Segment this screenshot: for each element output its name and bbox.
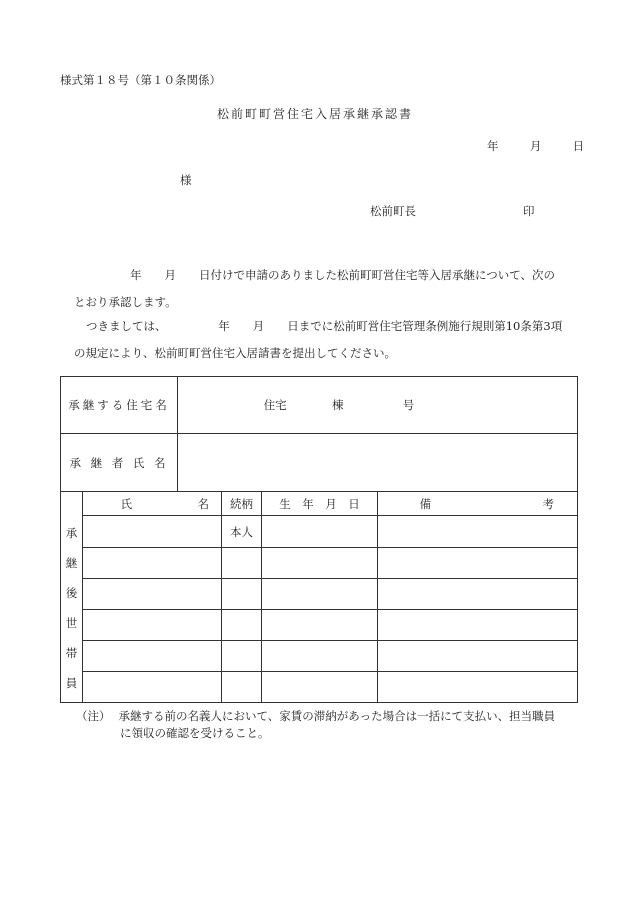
vertical-char: 帯 bbox=[65, 646, 78, 660]
member-remarks-cell bbox=[378, 641, 578, 672]
note-line-1: 承継する前の名義人において、家賃の滞納があった場合は一括にて支払い、担当職員 bbox=[118, 709, 556, 723]
instruction-line-2: の規定により、松前町町営住宅入居請書を提出してください。 bbox=[74, 346, 396, 360]
note-mark: （注） bbox=[76, 709, 111, 723]
date-year: 年 bbox=[487, 139, 499, 153]
house-name-cell bbox=[178, 377, 578, 434]
vertical-char: 後 bbox=[65, 586, 78, 600]
member-remarks-cell bbox=[378, 516, 578, 548]
table-row bbox=[61, 516, 578, 548]
vertical-char: 継 bbox=[65, 556, 78, 570]
building-suffix: 棟 bbox=[331, 398, 344, 412]
member-relation-cell bbox=[222, 548, 262, 579]
table-row bbox=[61, 672, 578, 703]
note-line-2: に領収の確認を受けること。 bbox=[120, 726, 270, 740]
successor-name-label: 承 継 者 氏 名 bbox=[61, 434, 178, 492]
member-relation-cell bbox=[222, 641, 262, 672]
header-remarks-a: 備 bbox=[419, 496, 432, 511]
approval-line-1: 年 月 日付けで申請のありました松前町町営住宅等入居承継について、次の bbox=[130, 268, 556, 282]
member-remarks-cell bbox=[378, 548, 578, 579]
table-row bbox=[61, 610, 578, 641]
vertical-char: 員 bbox=[65, 676, 78, 690]
note bbox=[76, 708, 555, 742]
header-relation: 続柄 bbox=[222, 492, 262, 516]
table-row-house bbox=[61, 377, 578, 434]
member-relation-cell bbox=[222, 610, 262, 641]
member-birth-cell bbox=[262, 516, 378, 548]
table-row bbox=[61, 641, 578, 672]
form-number: 様式第１８号（第１０条関係） bbox=[60, 73, 221, 87]
member-relation-cell bbox=[222, 672, 262, 703]
vertical-char: 世 bbox=[65, 616, 78, 630]
member-relation-cell: 本人 bbox=[222, 516, 262, 548]
approval-line-2: とおり承認します。 bbox=[74, 295, 177, 309]
member-name-cell bbox=[83, 516, 222, 548]
document-title: 松前町町営住宅入居承継承認書 bbox=[216, 107, 413, 121]
succession-table bbox=[60, 376, 578, 703]
member-remarks-cell bbox=[378, 610, 578, 641]
household-vertical-label bbox=[61, 492, 83, 703]
issuer-name: 松前町長 bbox=[370, 204, 416, 218]
member-relation-cell bbox=[222, 579, 262, 610]
date-line bbox=[487, 138, 584, 154]
table-row bbox=[61, 548, 578, 579]
member-remarks-cell bbox=[378, 579, 578, 610]
unit-suffix: 号 bbox=[402, 398, 415, 412]
member-name-cell bbox=[83, 610, 222, 641]
approval-paragraph bbox=[60, 262, 590, 316]
member-remarks-cell bbox=[378, 672, 578, 703]
member-birth-cell bbox=[262, 672, 378, 703]
table-header-row bbox=[61, 492, 578, 516]
member-name-cell bbox=[83, 672, 222, 703]
member-birth-cell bbox=[262, 579, 378, 610]
member-birth-cell bbox=[262, 610, 378, 641]
header-name-b: 名 bbox=[197, 496, 209, 511]
member-birth-cell bbox=[262, 641, 378, 672]
member-name-cell bbox=[83, 548, 222, 579]
table-row-successor bbox=[61, 434, 578, 492]
header-birthdate: 生 年 月 日 bbox=[262, 492, 378, 516]
house-suffix: 住宅 bbox=[263, 398, 287, 412]
house-name-label: 承継する住宅名 bbox=[61, 377, 178, 434]
member-birth-cell bbox=[262, 548, 378, 579]
instruction-line-1: つきましては、 年 月 日までに松前町営住宅管理条例施行規則第10条第3項 bbox=[86, 319, 563, 333]
vertical-char: 承 bbox=[65, 526, 78, 540]
date-day: 日 bbox=[572, 139, 585, 153]
successor-name-cell bbox=[178, 434, 578, 492]
seal-mark: 印 bbox=[523, 204, 535, 218]
addressee-suffix: 様 bbox=[180, 173, 192, 187]
header-remarks bbox=[378, 492, 578, 516]
header-name bbox=[83, 492, 222, 516]
member-name-cell bbox=[83, 579, 222, 610]
date-month: 月 bbox=[529, 139, 542, 153]
member-name-cell bbox=[83, 641, 222, 672]
header-remarks-b: 考 bbox=[542, 496, 554, 511]
table-row bbox=[61, 579, 578, 610]
instruction-paragraph bbox=[60, 313, 590, 367]
header-name-a: 氏 bbox=[120, 496, 133, 511]
